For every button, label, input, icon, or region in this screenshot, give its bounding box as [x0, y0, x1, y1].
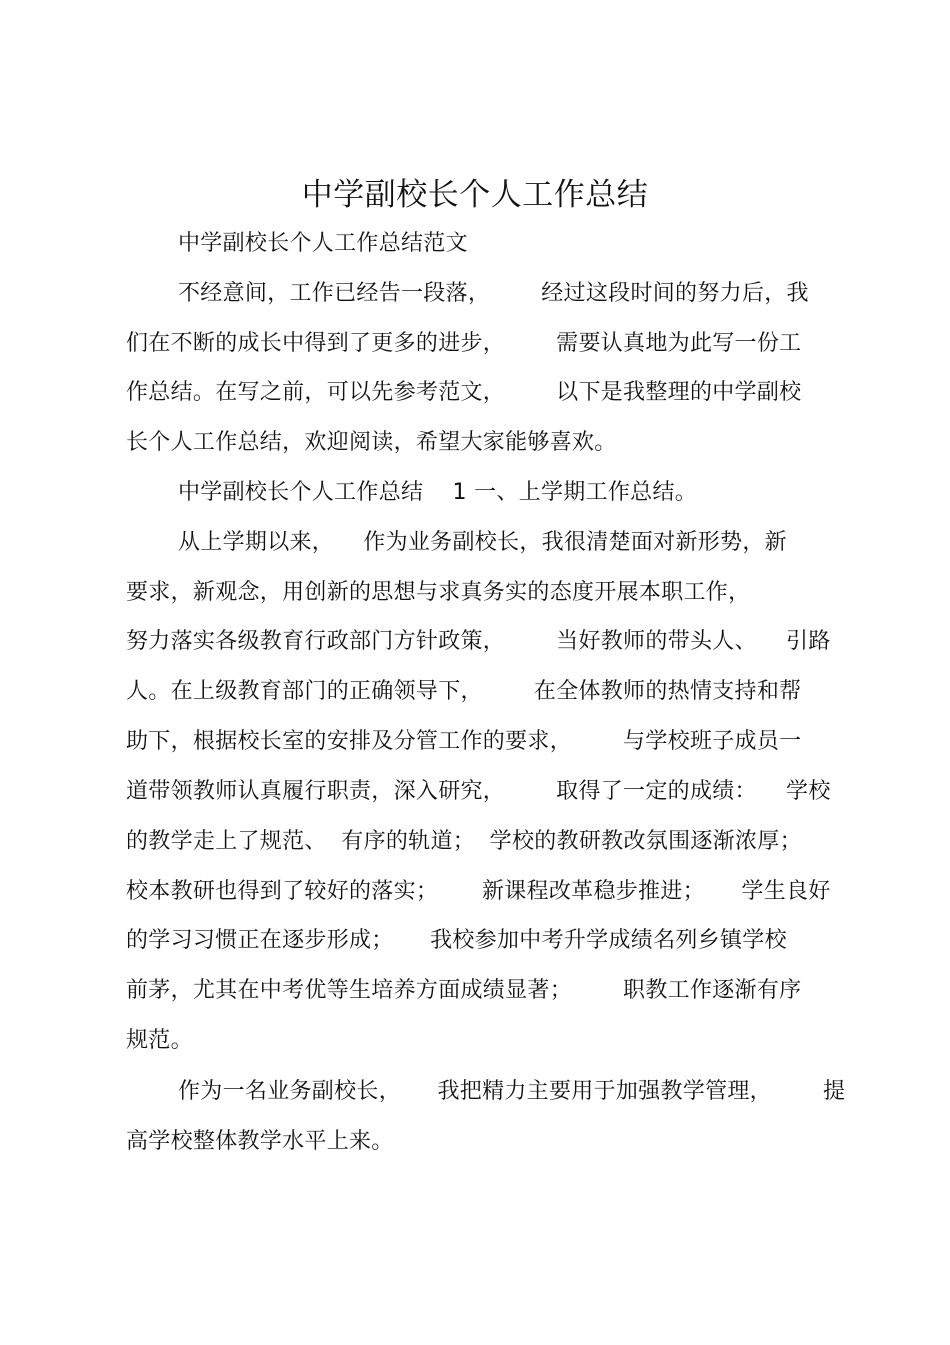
text-line: 从上学期以来， 作为业务副校长，我很清楚面对新形势，新 [178, 530, 787, 555]
text-line: 人。在上级教育部门的正确领导下， 在全体教师的热情支持和帮 [126, 679, 802, 704]
text-line: 校本教研也得到了较好的落实； 新课程改革稳步推进； 学生良好 [126, 879, 831, 904]
text-line: 中学副校长个人工作总结 1 一、上学期工作总结。 [178, 480, 698, 505]
text-line: 作为一名业务副校长， 我把精力主要用于加强教学管理， 提 [178, 1079, 846, 1104]
text-line: 前茅，尤其在中考优等生培养方面成绩显著； 职教工作逐渐有序 [126, 978, 802, 1003]
text-line: 助下，根据校长室的安排及分管工作的要求， 与学校班子成员一 [126, 729, 802, 754]
text-line: 的教学走上了规范、 有序的轨道； 学校的教研教改氛围逐渐浓厚； [126, 829, 802, 854]
document-title: 中学副校长个人工作总结 [301, 177, 649, 213]
text-line: 规范。 [126, 1028, 193, 1053]
text-line: 道带领教师认真履行职责，深入研究， 取得了一定的成绩： 学校 [126, 779, 831, 804]
text-line: 长个人工作总结，欢迎阅读，希望大家能够喜欢。 [126, 430, 617, 455]
text-line: 不经意间，工作已经告一段落， 经过这段时间的努力后，我 [178, 281, 809, 306]
text-line: 的学习习惯正在逐步形成； 我校参加中考升学成绩名列乡镇学校 [126, 928, 787, 953]
text-line: 中学副校长个人工作总结范文 [178, 231, 468, 256]
text-line: 作总结。在写之前，可以先参考范文， 以下是我整理的中学副校 [126, 380, 802, 405]
text-line: 们在不断的成长中得到了更多的进步， 需要认真地为此写一份工 [126, 331, 802, 356]
text-line: 高学校整体教学水平上来。 [126, 1129, 394, 1154]
text-line: 要求，新观念，用创新的思想与求真务实的态度开展本职工作， [126, 580, 751, 605]
text-line: 努力落实各级教育行政部门方针政策， 当好教师的带头人、 引路 [126, 629, 831, 654]
